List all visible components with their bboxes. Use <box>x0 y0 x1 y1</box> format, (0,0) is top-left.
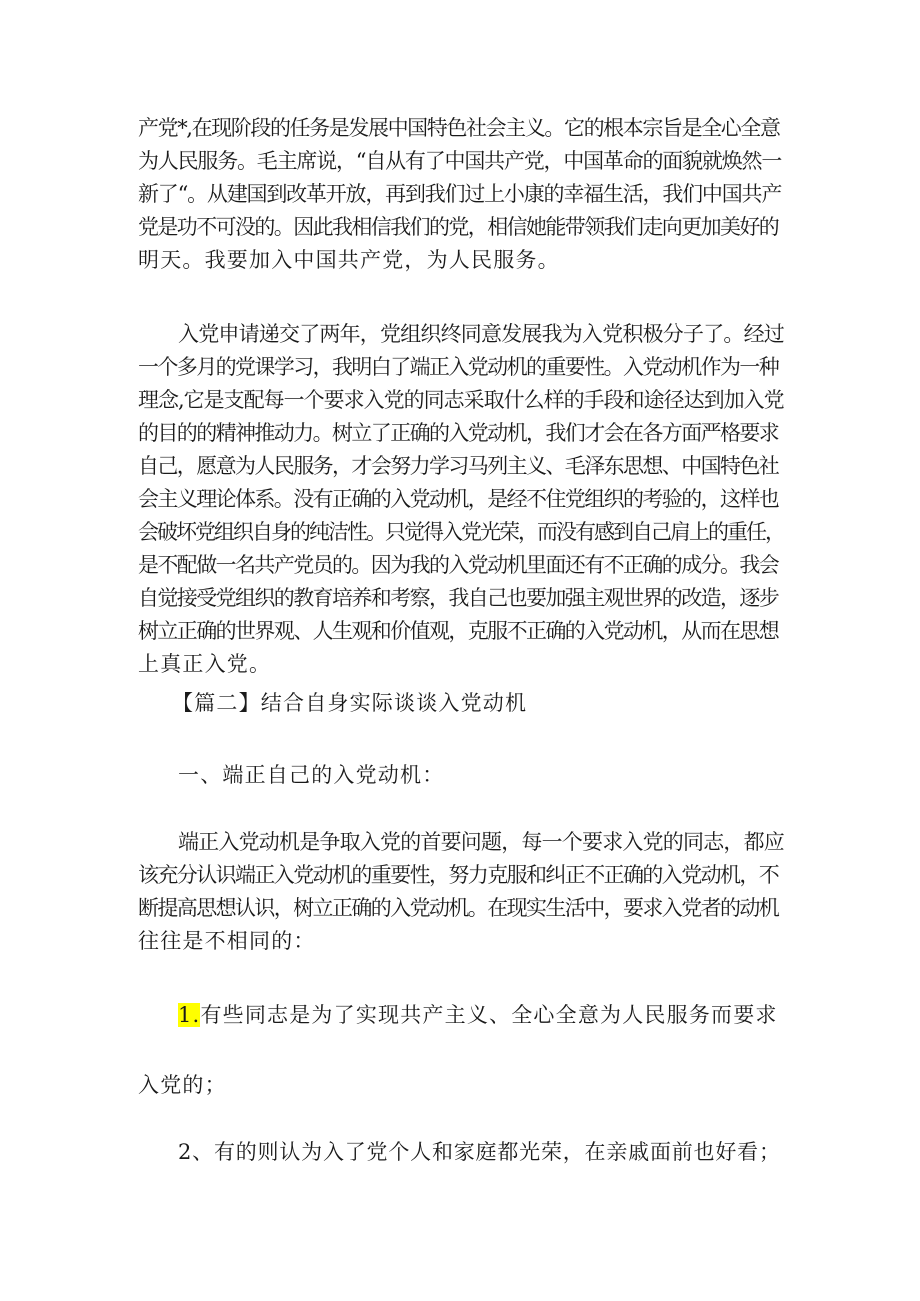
paragraph-3-line-3: 断提高思想认识，树立正确的入党动机。在现实生活中，要求入党者的动机 <box>138 896 779 920</box>
paragraph-1-line-4: 党是功不可没的。因此我相信我们的党，相信她能带领我们走向更加美好的 <box>138 215 779 239</box>
paragraph-2-line-1: 入党申请递交了两年，党组织终同意发展我为入党积极分子了。经过 <box>178 322 784 346</box>
list-item-1 <box>178 1000 778 1030</box>
list-item-1-continuation: 入党的； <box>138 1073 227 1097</box>
list-item-2: 2、有的则认为入了党个人和家庭都光荣，在亲戚面前也好看； <box>178 1140 781 1164</box>
paragraph-1-line-1: 产党*,在现阶段的任务是发展中国特色社会主义。它的根本宗旨是全心全意 <box>138 116 780 140</box>
list-item-1-text: 有些同志是为了实现共产主义、全心全意为人民服务而要求 <box>200 1003 778 1027</box>
paragraph-3-line-2: 该充分认识端正入党动机的重要性，努力克服和纠正不正确的入党动机，不 <box>138 863 779 887</box>
list-item-1-number: 1. <box>178 1003 201 1027</box>
paragraph-2-line-6: 会主义理论体系。没有正确的入党动机，是经不住党组织的考验的，这样也 <box>138 487 779 511</box>
paragraph-1-line-5: 明天。我要加入中国共产党，为人民服务。 <box>138 248 560 272</box>
paragraph-2-line-3: 理念,它是支配每一个要求入党的同志采取什么样的手段和途径达到加入党 <box>138 388 784 412</box>
paragraph-2-line-9: 自觉接受党组织的教育培养和考察，我自己也要加强主观世界的改造，逐步 <box>138 586 779 610</box>
paragraph-2-line-4: 的目的的精神推动力。树立了正确的入党动机，我们才会在各方面严格要求 <box>138 421 779 445</box>
paragraph-2-line-2: 一个多月的党课学习，我明白了端正入党动机的重要性。入党动机作为一种 <box>138 355 779 379</box>
paragraph-1-line-3: 新了“。从建国到改革开放，再到我们过上小康的幸福生活，我们中国共产 <box>138 182 782 206</box>
subheading: 一、端正自己的入党动机： <box>178 763 445 787</box>
paragraph-2-line-5: 自己，愿意为人民服务，才会努力学习马列主义、毛泽东思想、中国特色社 <box>138 454 779 478</box>
paragraph-3-line-4: 往往是不相同的： <box>138 929 316 953</box>
paragraph-3-line-1: 端正入党动机是争取入党的首要问题，每一个要求入党的同志，都应 <box>178 830 784 854</box>
paragraph-2-line-8: 是不配做一名共产党员的。因为我的入党动机里面还有不正确的成分。我会 <box>138 553 779 577</box>
section-heading: 【篇二】结合自身实际谈谈入党动机 <box>172 691 528 715</box>
paragraph-1-line-2: 为人民服务。毛主席说，“自从有了中国共产党，中国革命的面貌就焕然一 <box>138 149 782 173</box>
paragraph-2-line-7: 会破坏党组织自身的纯洁性。只觉得入党光荣，而没有感到自己肩上的重任， <box>138 520 784 544</box>
paragraph-2-line-11: 上真正入党。 <box>138 652 272 676</box>
paragraph-2-line-10: 树立正确的世界观、人生观和价值观，克服不正确的入党动机，从而在思想 <box>138 619 779 643</box>
